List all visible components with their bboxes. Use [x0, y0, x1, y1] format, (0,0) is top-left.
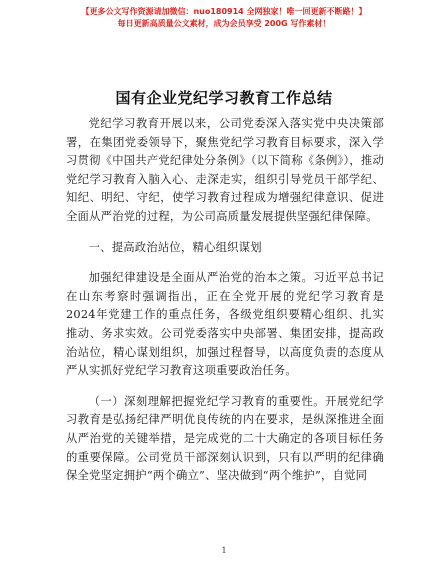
document-title: 国有企业党纪学习教育工作总结 — [115, 89, 333, 107]
subsection-1-paragraph: （一）深刻理解把握党纪学习教育的重要性。开展党纪学习教育是弘扬纪律严明优良传统的内在要求，是纵深推进全面从严治党的关键举措，是完成党的二十大确定的各项目标任务的重要保障。公司党员干部深刻认识到，只有以严明的纪律确保全党坚定拥护“两个确立”、坚决做到“两个维护”，自觉同 — [66, 394, 384, 483]
page-number: 1 — [221, 546, 227, 555]
promo-banner-line2: 每日更新高质量公文素材，成为会员享受 200G 写作素材！ — [117, 19, 331, 28]
section-heading-1: 一、提高政治站位，精心组织谋划 — [88, 240, 262, 254]
document-body — [66, 115, 384, 486]
promo-banner-line1: 【更多公文写作资源请加微信：nuo180914 全网独家！唯一回更新不断路！】 — [81, 7, 367, 16]
promo-banner — [0, 6, 448, 30]
intro-paragraph: 党纪学习教育开展以来，公司党委深入落实党中央决策部署，在集团党委领导下，聚焦党纪学习教育目标要求，深入学习贯彻《中国共产党纪律处分条例》（以下简称《条例》），推动党纪学习教育入脑入心、走深走实，组织引导党员干部学纪、知纪、明纪、守纪，使学习教育过程成为增强纪律意识、促进全面从严治党的过程，为公司高质量发展提供坚强纪律保障。 — [66, 117, 384, 223]
section-1-paragraph: 加强纪律建设是全面从严治党的治本之策。习近平总书记在山东考察时强调指出，正在全党开展的党纪学习教育是2024年党建工作的重点任务，各级党组织要精心组织、扎实推动、务求实效。公司党委落实中央部署、集团安排，提高政治站位，精心谋划组织，加强过程督导，以高度负责的态度从严从实抓好党纪学习教育这项重要政治任务。 — [66, 271, 384, 378]
